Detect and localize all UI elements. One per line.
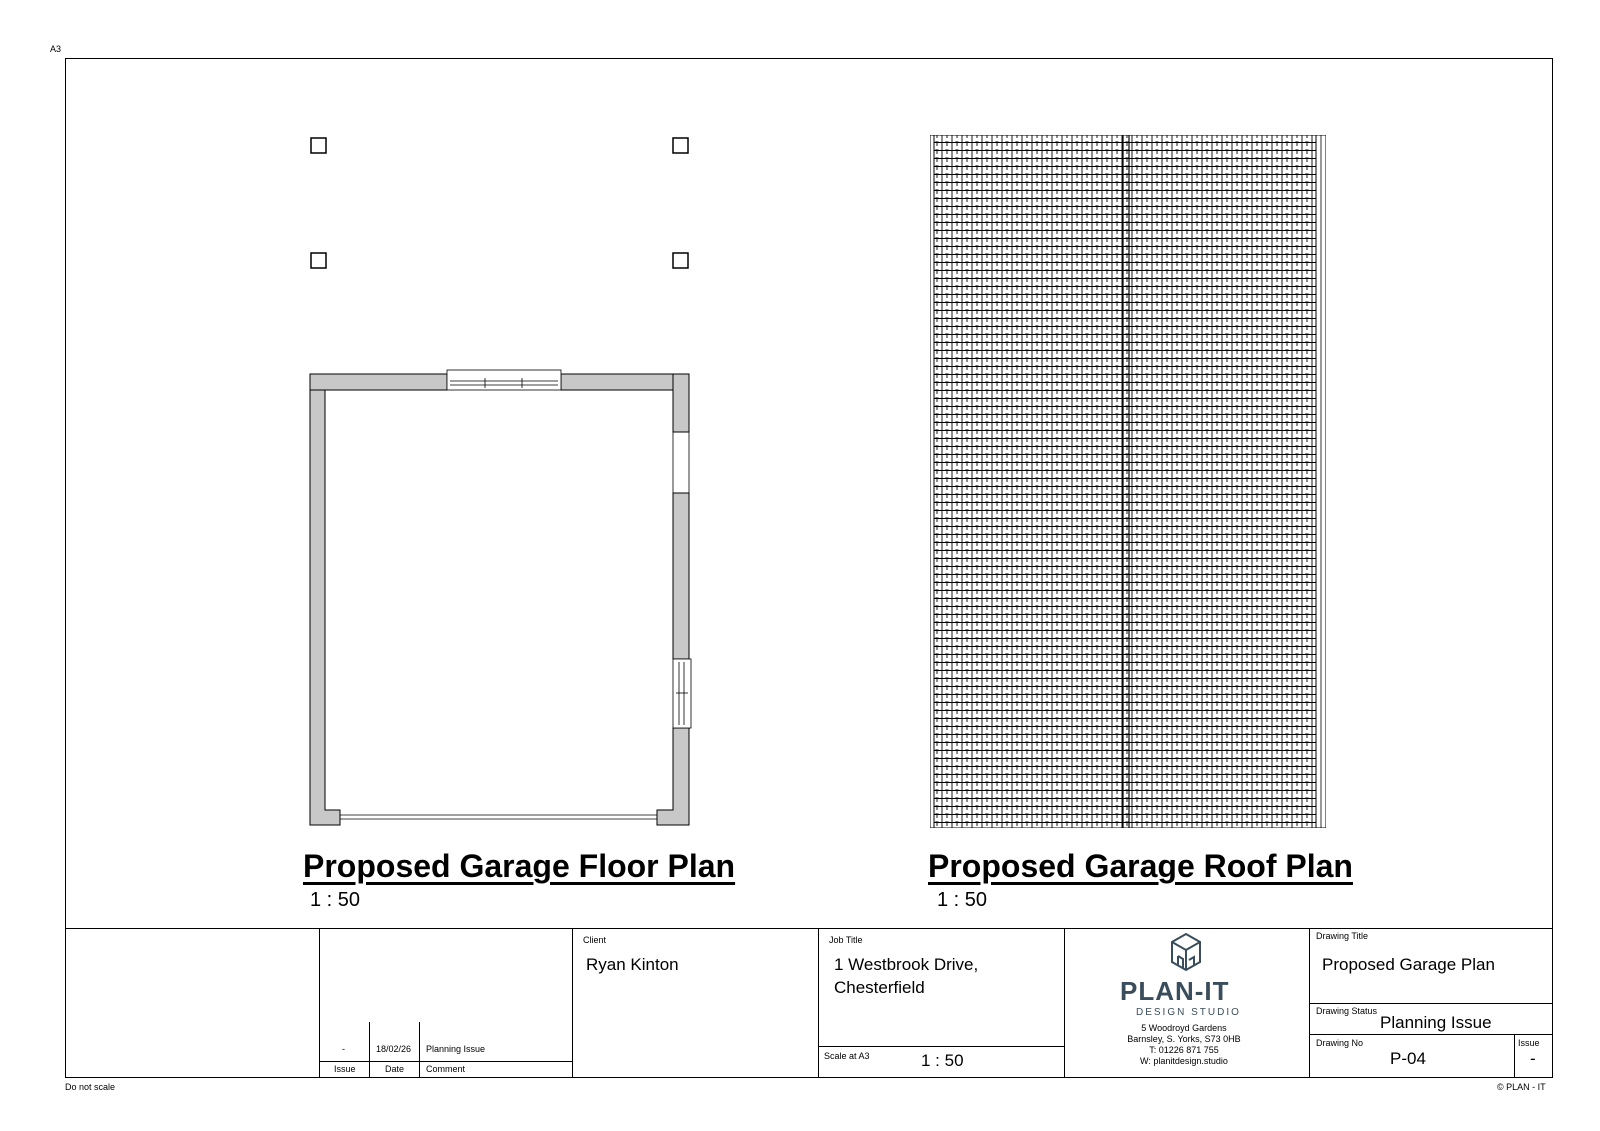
company-name: PLAN-IT <box>1120 976 1230 1006</box>
copyright-note: © PLAN - IT <box>1497 1082 1546 1092</box>
drawing-number-value: P-04 <box>1390 1049 1426 1068</box>
door-right <box>673 659 691 728</box>
drawing-status-value: Planning Issue <box>1380 1013 1492 1032</box>
job-title-line2: Chesterfield <box>834 978 925 997</box>
scale-label: Scale at A3 <box>824 1051 870 1061</box>
floor-plan-drawing <box>300 130 700 840</box>
wall-right-middle <box>673 493 689 659</box>
wall-right-upper <box>673 374 689 432</box>
client-label: Client <box>583 935 607 945</box>
job-title-line1: 1 Westbrook Drive, <box>834 955 979 974</box>
roof-plan-title: Proposed Garage Roof Plan <box>928 848 1353 884</box>
column-post <box>311 253 326 268</box>
roof-plan-drawing <box>930 135 1326 828</box>
drawing-number-label: Drawing No <box>1316 1038 1364 1048</box>
sheet-size-label: A3 <box>50 44 62 54</box>
issue-value: - <box>1530 1049 1536 1068</box>
garage-door <box>340 815 657 819</box>
company-tagline: DESIGN STUDIO <box>1136 1007 1241 1018</box>
roof-plan-scale: 1 : 50 <box>937 889 988 911</box>
issue-label: Issue <box>1518 1038 1540 1048</box>
scale-value: 1 : 50 <box>921 1051 964 1070</box>
drawing-status-label: Drawing Status <box>1316 1006 1378 1016</box>
client-value: Ryan Kinton <box>586 955 679 974</box>
company-website: W: planitdesign.studio <box>1140 1056 1228 1066</box>
company-phone: T: 01226 871 755 <box>1149 1045 1219 1055</box>
job-title-label: Job Title <box>829 935 863 945</box>
company-address-line1: 5 Woodroyd Gardens <box>1141 1023 1227 1033</box>
do-not-scale-note: Do not scale <box>65 1082 116 1092</box>
wall-right-lower <box>657 728 689 825</box>
column-post <box>673 253 688 268</box>
column-post <box>673 138 688 153</box>
revision-header-date: Date <box>385 1064 405 1074</box>
wall-top-left <box>310 374 447 390</box>
revision-header-issue: Issue <box>334 1064 356 1074</box>
revision-comment: Planning Issue <box>426 1044 486 1054</box>
floor-plan-title: Proposed Garage Floor Plan <box>303 848 736 884</box>
wall-left <box>310 374 340 825</box>
drawing-title-value: Proposed Garage Plan <box>1322 955 1495 974</box>
drawing-title-label: Drawing Title <box>1316 931 1369 941</box>
revision-header-comment: Comment <box>426 1064 466 1074</box>
floor-plan-scale: 1 : 50 <box>310 889 361 911</box>
house-cube-icon <box>1170 932 1202 974</box>
revision-issue: - <box>342 1044 345 1054</box>
company-address-line2: Barnsley, S. Yorks, S73 0HB <box>1127 1034 1241 1044</box>
column-post <box>311 138 326 153</box>
wall-top-right <box>561 374 689 390</box>
revision-date: 18/02/26 <box>376 1044 412 1054</box>
sheet-border <box>65 58 1553 1078</box>
window-top <box>447 370 561 390</box>
